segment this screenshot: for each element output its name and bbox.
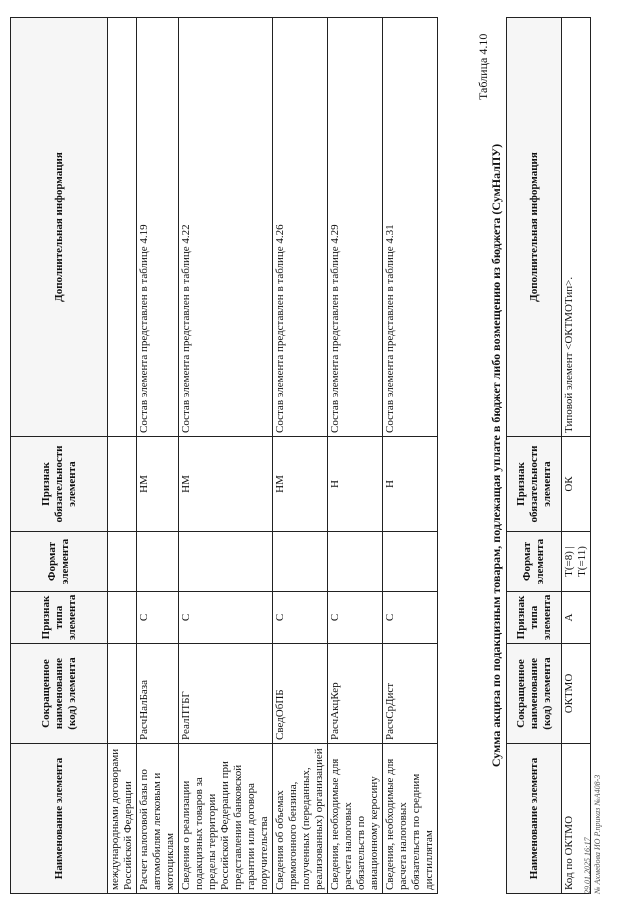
header-format: Формат элемента <box>507 532 562 592</box>
cell-type: А <box>562 592 591 644</box>
table-row <box>328 18 383 894</box>
document-stamp <box>583 775 603 894</box>
header-short-name: Сокращенное наименование (код) элемента <box>11 644 108 744</box>
cell-info <box>108 18 137 437</box>
header-type: Признак типа элемента <box>11 592 108 644</box>
table-row <box>137 18 179 894</box>
header-name: Наименование элемента <box>11 744 108 894</box>
cell-format <box>108 532 137 592</box>
cell-info: Состав элемента представлен в таблице 4.19 <box>137 18 179 437</box>
cell-required: Н <box>383 437 438 532</box>
header-required: Признак обязательности элемента <box>11 437 108 532</box>
cell-info: Типовой элемент <ОКТМОТип>. <box>562 18 591 437</box>
cell-name: Сведения, необходимые для расчета налоговых обязательств по средним дистиллятам <box>383 744 438 894</box>
cell-required: НМ <box>137 437 179 532</box>
cell-type: С <box>273 592 328 644</box>
cell-required <box>108 437 137 532</box>
cell-type <box>108 592 137 644</box>
cell-name: Сведения, необходимые для расчета налоговых обязательств по авиационному керосину <box>328 744 383 894</box>
cell-required: НМ <box>273 437 328 532</box>
cell-format <box>328 532 383 592</box>
table-title: Сумма акциза по подакцизным товарам, подлежащая уплате в бюджет либо возмещению из бюджета (СумНалПУ) <box>489 143 503 768</box>
table-row <box>179 18 273 894</box>
cell-name: Сведения об объемах прямогонного бензина, полученных (переданных, реализованных) организацией <box>273 744 328 894</box>
cell-info: Состав элемента представлен в таблице 4.26 <box>273 18 328 437</box>
table-header-row <box>507 18 562 894</box>
cell-type: С <box>383 592 438 644</box>
header-format: Формат элемента <box>11 532 108 592</box>
cell-name: международными договорами Российской Федерации <box>108 744 137 894</box>
table-excise-sum <box>506 17 591 894</box>
cell-required: ОК <box>562 437 591 532</box>
cell-format <box>137 532 179 592</box>
cell-format <box>273 532 328 592</box>
cell-format <box>179 532 273 592</box>
cell-type: С <box>328 592 383 644</box>
table-header-row <box>11 18 108 894</box>
cell-required: Н <box>328 437 383 532</box>
table-row <box>108 18 137 894</box>
cell-format: T(=8) | T(=11) <box>562 532 591 592</box>
table-elements-continued <box>10 17 438 894</box>
cell-code: РасчАкцКер <box>328 644 383 744</box>
header-required: Признак обязательности элемента <box>507 437 562 532</box>
cell-code: РасчНалБаза <box>137 644 179 744</box>
table-row <box>273 18 328 894</box>
cell-type: С <box>137 592 179 644</box>
cell-name: Расчет налоговой базы по автомобилям легковым и мотоциклам <box>137 744 179 894</box>
cell-code: ОКТМО <box>562 644 591 744</box>
header-type: Признак типа элемента <box>507 592 562 644</box>
header-name: Наименование элемента <box>507 744 562 894</box>
cell-name: Код по ОКТМО <box>562 744 591 894</box>
table-row <box>562 18 591 894</box>
stamp-line: № Ахмедова ИО Р.приказ №А408-3 <box>593 774 602 894</box>
cell-type: С <box>179 592 273 644</box>
cell-info: Состав элемента представлен в таблице 4.31 <box>383 18 438 437</box>
stamp-line: 29.01.2025 16:17 <box>583 837 592 894</box>
cell-code: СведОбПБ <box>273 644 328 744</box>
table-row <box>383 18 438 894</box>
header-info: Дополнительная информация <box>11 18 108 437</box>
table-caption: Таблица 4.10 <box>476 33 490 100</box>
cell-format <box>383 532 438 592</box>
cell-info: Состав элемента представлен в таблице 4.22 <box>179 18 273 437</box>
cell-info: Состав элемента представлен в таблице 4.29 <box>328 18 383 437</box>
cell-required: НМ <box>179 437 273 532</box>
cell-code: РасчСрДист <box>383 644 438 744</box>
header-info: Дополнительная информация <box>507 18 562 437</box>
cell-name: Сведения о реализации подакцизных товаров за пределы территории Российской Федерации при представлении банковской гарантии или договора поручительства <box>179 744 273 894</box>
cell-code: РеалПТБГ <box>179 644 273 744</box>
header-short-name: Сокращенное наименование (код) элемента <box>507 644 562 744</box>
cell-code <box>108 644 137 744</box>
